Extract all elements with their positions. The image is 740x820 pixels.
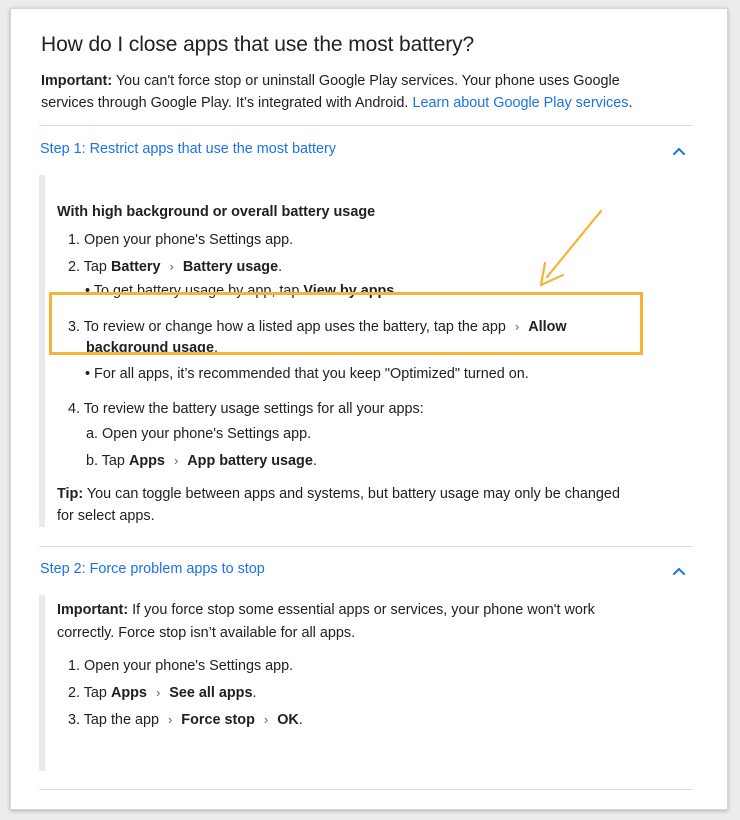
step1-item-3-cont: background usage. xyxy=(86,340,218,356)
step1-panel xyxy=(39,175,693,527)
step1-item-1: 1. Open your phone's Settings app. xyxy=(68,232,294,248)
chevron-right-icon: › xyxy=(167,712,173,727)
step1-sub-a: a. Open your phone's Settings app. xyxy=(86,426,312,442)
step2-header[interactable] xyxy=(39,559,693,583)
step2-item-3: 3. Tap the app › Force stop › OK. xyxy=(68,709,303,731)
step1-heading: With high background or overall battery usage xyxy=(57,204,376,220)
step1-tip: Tip: You can toggle between apps and systems, but battery usage may only be changed xyxy=(57,486,620,502)
intro-important-label: Important: xyxy=(41,73,113,89)
step1-sub-b: b. Tap Apps › App battery usage. xyxy=(86,450,317,472)
divider xyxy=(39,546,693,547)
chevron-up-icon[interactable] xyxy=(671,563,687,579)
play-services-link[interactable]: Learn about Google Play services xyxy=(412,95,629,111)
step2-important-cont: correctly. Force stop isn’t available for all apps. xyxy=(57,625,356,641)
chevron-up-icon[interactable] xyxy=(671,143,687,159)
divider xyxy=(39,789,693,790)
step1-bullet-1: • To get battery usage by app, tap View by apps. xyxy=(85,283,399,299)
divider xyxy=(39,125,693,126)
step2-important: Important: If you force stop some essential apps or services, your phone won't work xyxy=(57,602,595,618)
step1-header[interactable] xyxy=(39,139,693,163)
step2-title: Step 2: Force problem apps to stop xyxy=(40,561,265,577)
step1-tip-cont: for select apps. xyxy=(57,508,155,524)
step1-title: Step 1: Restrict apps that use the most battery xyxy=(40,141,336,157)
chevron-right-icon: › xyxy=(169,259,174,274)
chevron-right-icon: › xyxy=(263,712,269,727)
chevron-right-icon: › xyxy=(514,319,520,334)
intro-text-2: services through Google Play. It’s integrated with Android. xyxy=(41,95,413,111)
intro-paragraph: Important: You can't force stop or uninstall Google Play services. Your phone uses Google services through Google Play. It’s integrated with Android. Learn about Google Play services. xyxy=(41,73,633,111)
chevron-right-icon: › xyxy=(173,453,179,468)
page-title: How do I close apps that use the most battery? xyxy=(41,33,475,56)
chevron-right-icon: › xyxy=(155,685,161,700)
step1-bullet-2: • For all apps, it’s recommended that you keep "Optimized" turned on. xyxy=(85,366,529,382)
step1-item-3: 3. To review or change how a listed app uses the battery, tap the app › Allow xyxy=(68,316,567,338)
step2-item-1: 1. Open your phone's Settings app. xyxy=(68,658,294,674)
help-page xyxy=(10,8,728,810)
step2-item-2: 2. Tap Apps › See all apps. xyxy=(68,682,256,704)
step1-item-2: 2. Tap Battery › Battery usage. xyxy=(68,256,282,278)
intro-text-1: You can't force stop or uninstall Google Play services. Your phone uses Google xyxy=(112,73,620,89)
step2-panel xyxy=(39,595,693,771)
step1-item-4: 4. To review the battery usage settings for all your apps: xyxy=(68,401,424,417)
